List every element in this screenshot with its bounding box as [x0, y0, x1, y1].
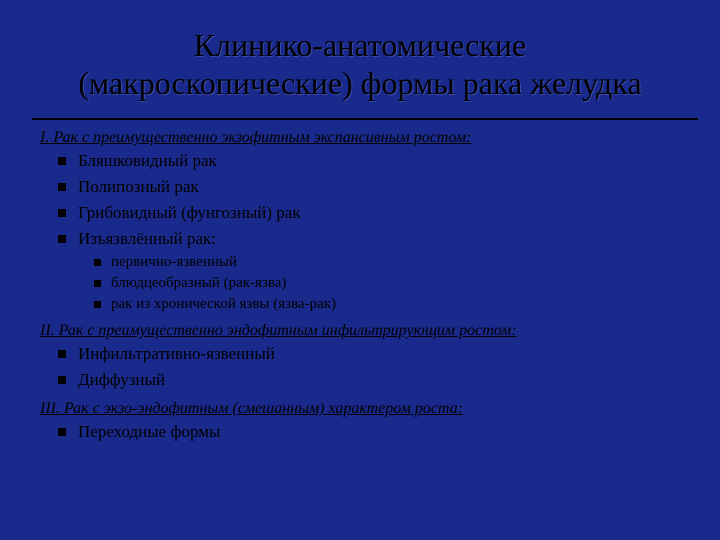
list-item [58, 148, 700, 174]
section-3-heading: III. Рак с экзо-эндофитным (смешанным) характером роста: [40, 400, 464, 417]
sub-list-item-label: первично-язвенный [111, 254, 237, 270]
title-divider [32, 118, 698, 120]
square-bullet-icon [94, 280, 101, 287]
section-2-heading: II. Рак с преимущественно эндофитным инфильтрирующим ростом: [40, 322, 517, 339]
square-bullet-icon [58, 209, 66, 217]
square-bullet-icon [94, 301, 101, 308]
square-bullet-icon [58, 183, 66, 191]
list-item-label: Диффузный [78, 370, 166, 389]
square-bullet-icon [58, 428, 66, 436]
title-line-2: (макроскопические) формы рака желудка [78, 65, 642, 101]
square-bullet-icon [58, 157, 66, 165]
list-item [58, 419, 700, 445]
list-item-label: Переходные формы [78, 422, 221, 441]
list-item [58, 341, 700, 367]
list-item [58, 174, 700, 200]
sub-list-item [94, 273, 700, 294]
sub-list-item-label: блюдцеобразный (рак-язва) [111, 275, 287, 291]
square-bullet-icon [58, 235, 66, 243]
list-item-label: Полипозный рак [78, 177, 199, 196]
slide-content [40, 128, 700, 445]
square-bullet-icon [58, 350, 66, 358]
sub-list-item [94, 252, 700, 273]
square-bullet-icon [94, 259, 101, 266]
section-2 [40, 321, 700, 393]
section-1 [40, 128, 700, 315]
list-item-label: Инфильтративно-язвенный [78, 344, 275, 363]
list-item-label: Бляшковидный рак [78, 151, 217, 170]
list-item-label: Изъязвлённый рак: [78, 229, 216, 248]
section-3 [40, 399, 700, 445]
list-item [58, 226, 700, 252]
list-item [58, 367, 700, 393]
list-item-label: Грибовидный (фунгозный) рак [78, 203, 301, 222]
list-item [58, 200, 700, 226]
section-1-heading: I. Рак с преимущественно экзофитным экспансивным ростом: [40, 129, 472, 146]
slide-title [0, 26, 720, 102]
title-line-1: Клинико-анатомические [193, 27, 527, 63]
sub-list-item-label: рак из хронической язвы (язва-рак) [111, 296, 337, 312]
sub-list-item [94, 294, 700, 315]
square-bullet-icon [58, 376, 66, 384]
